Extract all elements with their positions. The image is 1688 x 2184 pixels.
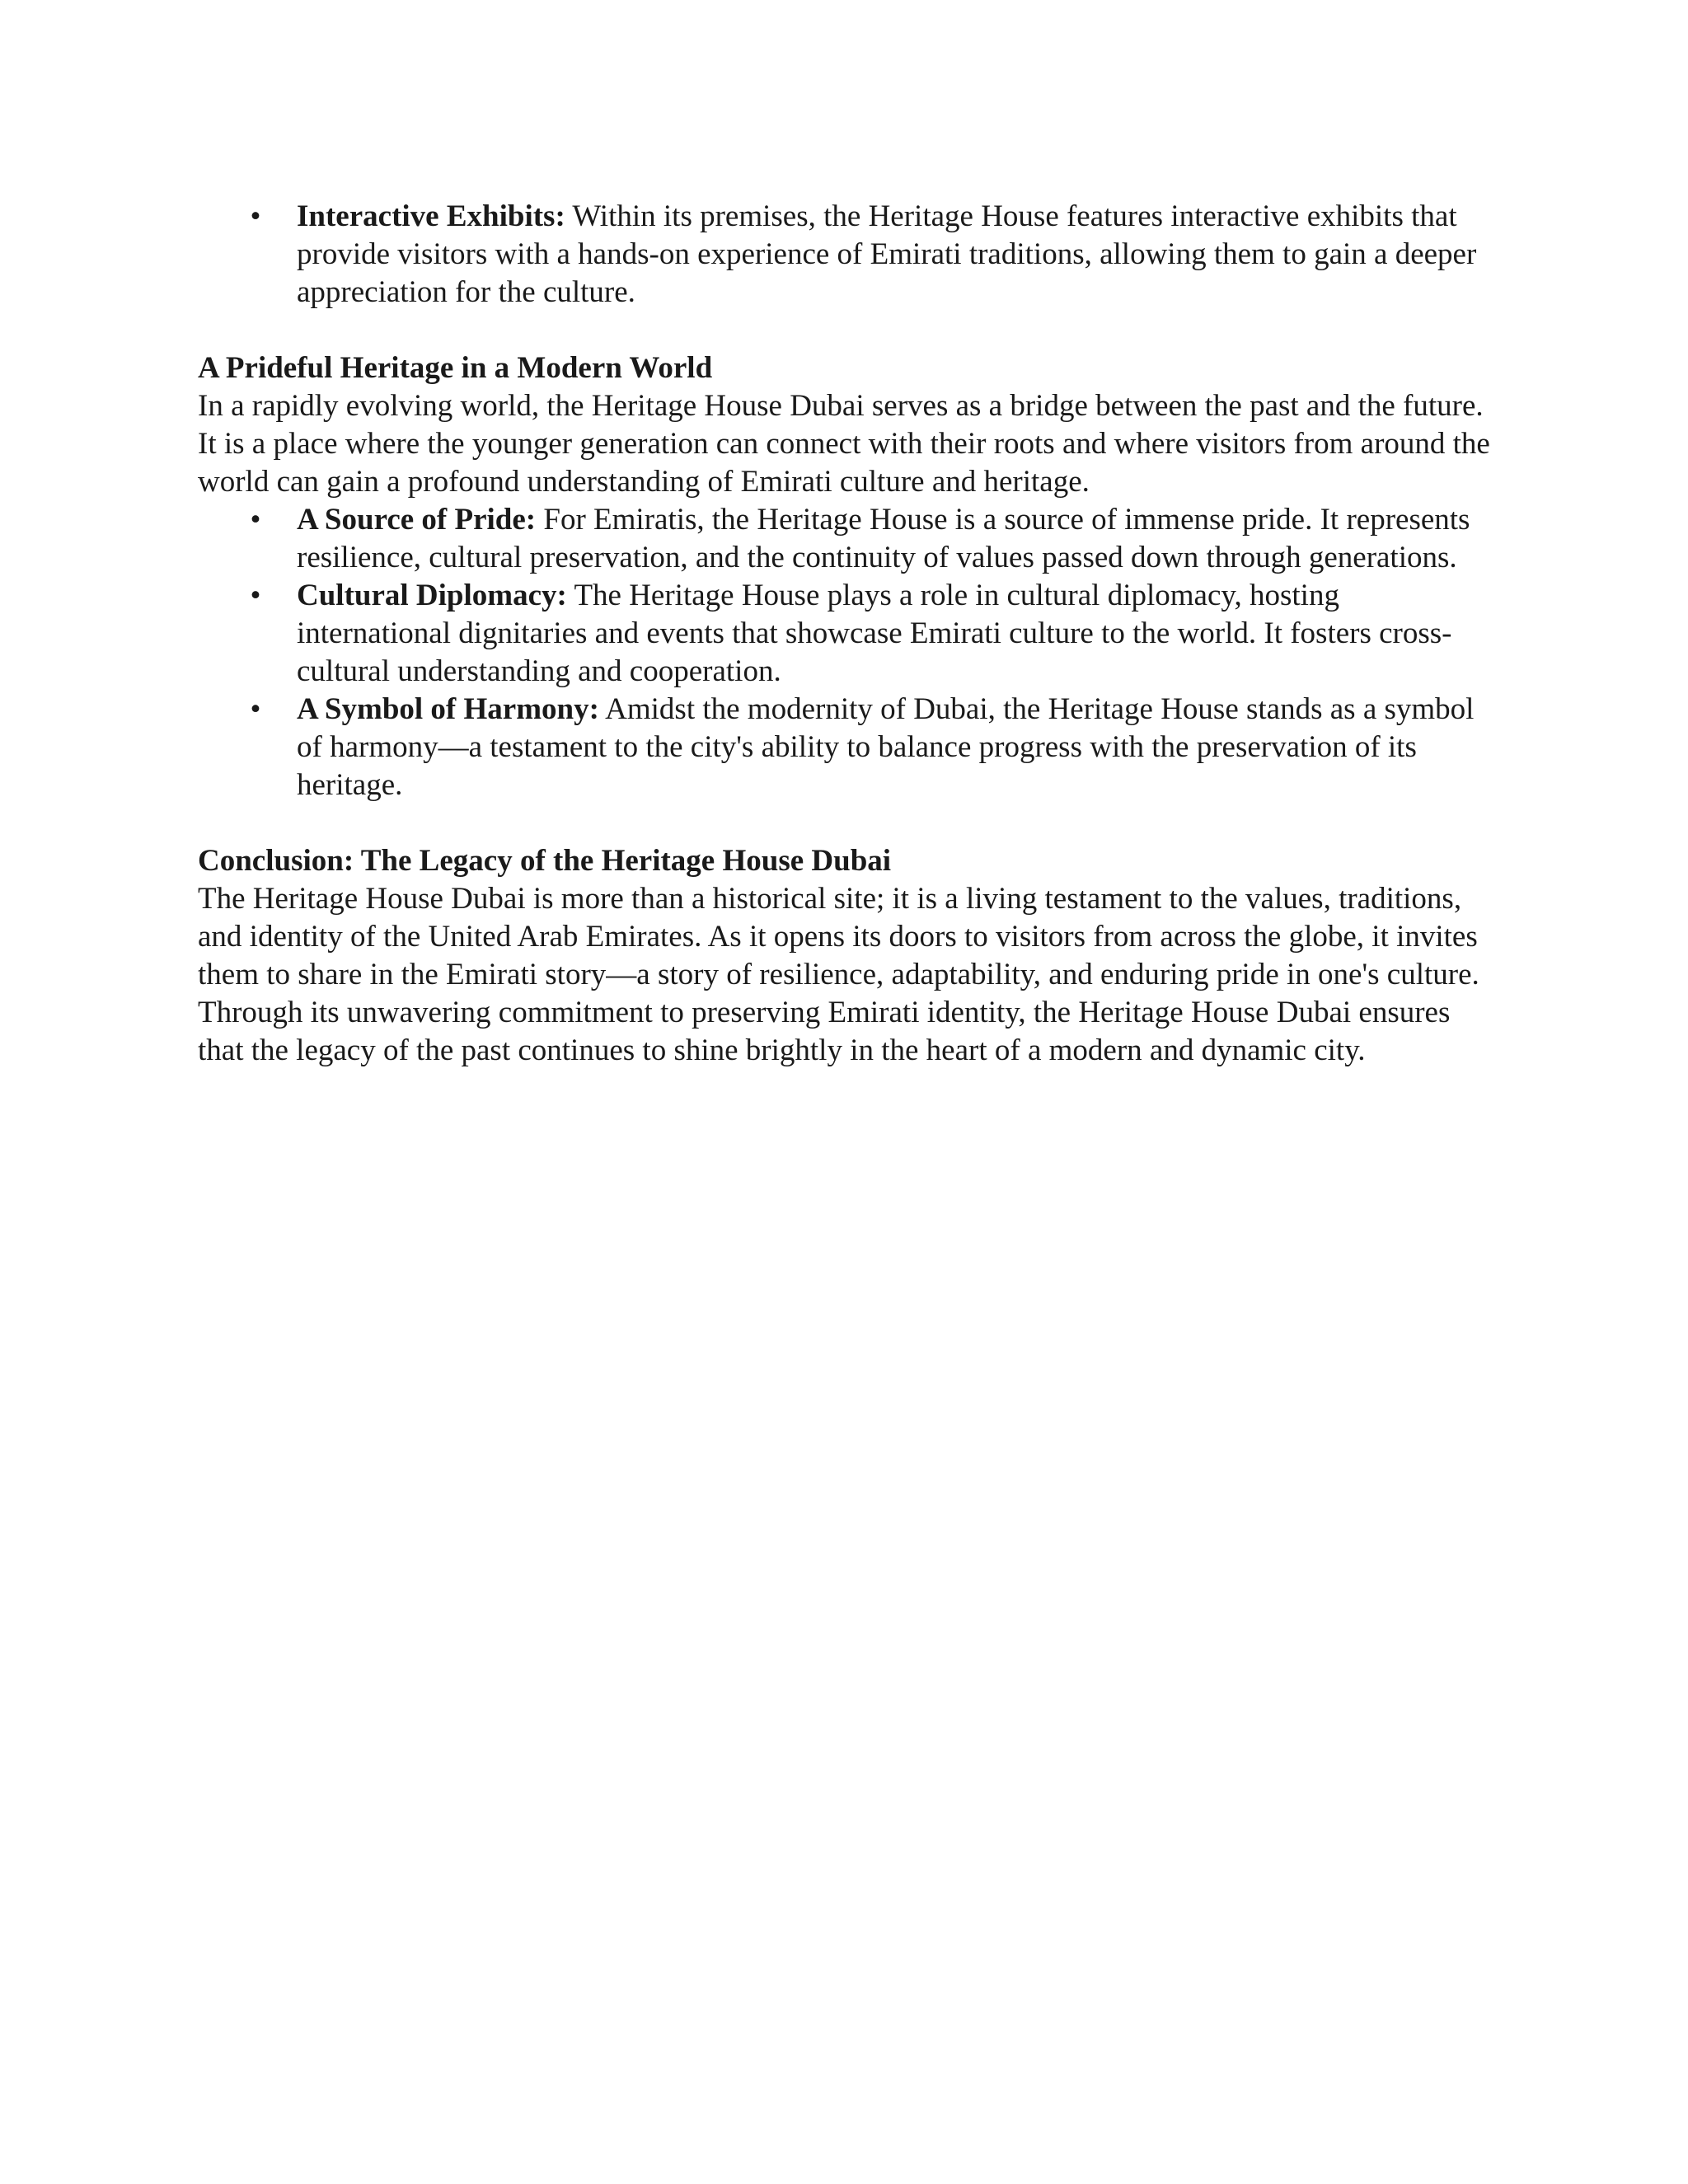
list-item-text: For Emiratis, the Heritage House is a source of immense pride. It represents resilience, cultural preservation, and the continuity of values passed down through generations. (297, 503, 1470, 574)
bullet-icon: • (250, 692, 261, 726)
intro-bullet-list (198, 198, 1492, 312)
section-paragraph: The Heritage House Dubai is more than a historical site; it is a living testament to the values, traditions, and identity of the United Arab Emirates. As it opens its doors to visitors from across the globe, it invites them to share in the Emirati story—a story of resilience, adaptability, and enduring pride in one's culture. Through its unwavering commitment to preserving Emirati identity, the Heritage House Dubai ensures that the legacy of the past continues to shine brightly in the heart of a modern and dynamic city. (198, 882, 1479, 1067)
list-item-text: Within its premises, the Heritage House features interactive exhibits that provide visitors with a hands-on experience of Emirati traditions, allowing them to gain a deeper appreciation for the culture. (297, 199, 1477, 309)
list-item (198, 198, 1492, 312)
list-item-term: Interactive Exhibits: (297, 199, 565, 233)
bullet-icon: • (250, 503, 261, 537)
section-heading: Conclusion: The Legacy of the Heritage House Dubai (198, 844, 892, 878)
list-item (198, 577, 1492, 691)
list-item (198, 501, 1492, 577)
list-item (198, 691, 1492, 804)
section-conclusion (198, 842, 1492, 1070)
list-item-term: A Symbol of Harmony: (297, 692, 599, 726)
list-item-text: The Heritage House plays a role in cultural diplomacy, hosting international dignitaries and events that showcase Emirati culture to the world. It fosters cross-cultural understanding and cooperation. (297, 579, 1452, 688)
section-paragraph: In a rapidly evolving world, the Heritage House Dubai serves as a bridge between the past and the future. It is a place where the younger generation can connect with their roots and where visitors from around the world can gain a profound understanding of Emirati culture and heritage. (198, 389, 1490, 499)
section-heading: A Prideful Heritage in a Modern World (198, 351, 713, 385)
list-item-term: Cultural Diplomacy: (297, 579, 567, 612)
document-body (198, 198, 1492, 1070)
list-item-text: Amidst the modernity of Dubai, the Heritage House stands as a symbol of harmony—a testament to the city's ability to balance progress with the preservation of its heritage. (297, 692, 1475, 802)
bullet-icon: • (250, 579, 261, 612)
list-item-term: A Source of Pride: (297, 503, 537, 537)
bullet-icon: • (250, 199, 261, 233)
section-bullet-list (198, 501, 1492, 804)
section-prideful-heritage (198, 349, 1492, 804)
